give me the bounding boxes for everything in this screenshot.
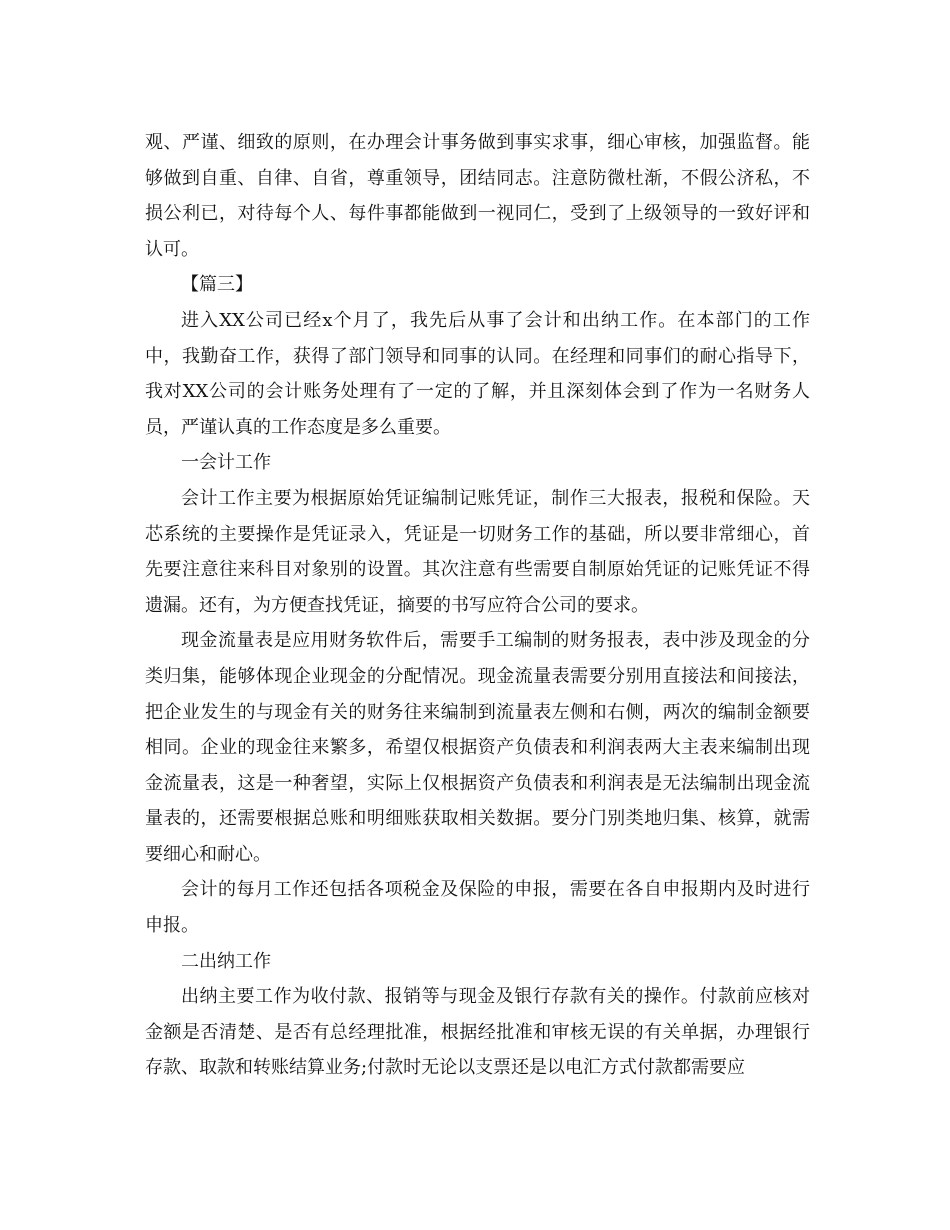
subheading-cashier-work: 二出纳工作 [181,950,271,972]
paragraph-cashier-work: 出纳主要工作为收付款、报销等与现金及银行存款有关的操作。付款前应核对金额是否清楚、是否有总经理批准，根据经批准和审核无误的有关单据，办理银行存款、取款和转账结算业务;付款时无论以支票还是以电汇方式付款都需要应 [145,986,810,1079]
paragraph-accounting-work: 会计工作主要为根据原始凭证编制记账凭证，制作三大报表，报税和保险。天芯系统的主要操作是凭证录入，凭证是一切财务工作的基础，所以要非常细心，首先要注意往来科目对象别的设置。其次注意有些需要自制原始凭证的记账凭证不得遗漏。还有，为方便查找凭证，摘要的书写应符合公司的要求。 [145,487,810,616]
paragraph-continuation: 观、严谨、细致的原则，在办理会计事务做到事实求事，细心审核，加强监督。能够做到自重、自律、自省，尊重领导，团结同志。注意防微杜渐，不假公济私，不损公利已，对待每个人、每件事都能做到一视同仁，受到了上级领导的一致好评和认可。 [145,132,810,260]
paragraph-intro: 进入XX公司已经x个月了，我先后从事了会计和出纳工作。在本部门的工作中，我勤奋工作，获得了部门领导和同事的认同。在经理和同事们的耐心指导下，我对XX公司的会计账务处理有了一定的了解，并且深刻体会到了作为一名财务人员，严谨认真的工作态度是多么重要。 [145,309,810,438]
section-heading-part-three: 【篇三】 [181,274,253,296]
subheading-accounting-work: 一会计工作 [181,452,271,474]
paragraph-cash-flow-statement: 现金流量表是应用财务软件后，需要手工编制的财务报表，表中涉及现金的分类归集，能够体现企业现金的分配情况。现金流量表需要分别用直接法和间接法，把企业发生的与现金有关的财务往来编制到流量表左侧和右侧，两次的编制金额要相同。企业的现金往来繁多，希望仅根据资产负债表和利润表两大主表来编制出现金流量表，这是一种奢望，实际上仅根据资产负债表和利润表是无法编制出现金流量表的，还需要根据总账和明细账获取相关数据。要分门别类地归集、核算，就需要细心和耐心。 [145,630,810,865]
document-body [145,125,810,1086]
paragraph-monthly-tax: 会计的每月工作还包括各项税金及保险的申报，需要在各自申报期内及时进行申报。 [145,879,810,937]
